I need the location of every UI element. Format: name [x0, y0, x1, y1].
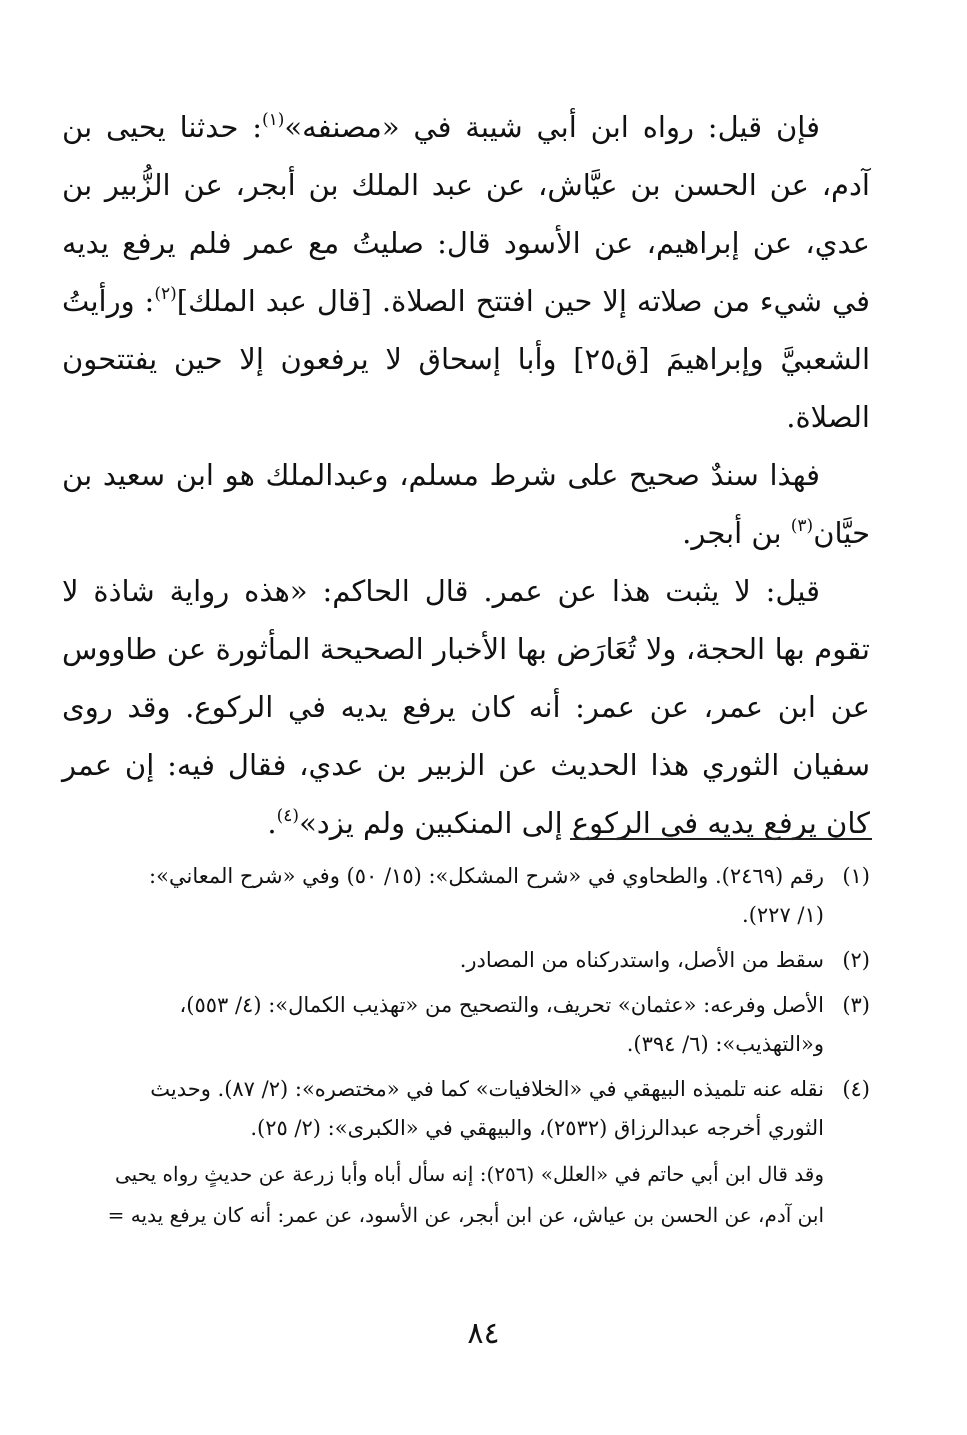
footnote-3	[62, 986, 870, 1064]
footnote-4-continuation: ابن آدم، عن الحسن بن عياش، عن ابن أبجر، عن الأسود، عن عمر: أنه كان يرفع يديه =	[107, 1203, 824, 1227]
paragraph-2	[62, 446, 870, 562]
footnote-line: الأصل وفرعه: «عثمان» تحريف، والتصحيح من «تهذيب الكمال»: (٤/ ٥٥٣)،	[179, 993, 824, 1017]
paragraph-1-text-3: : ورأيتُ الشعبيَّ وإبراهيمَ [ق٢٥] وأبا إسحاق لا يرفعون إلا حين يفتتحون الصلاة.	[62, 284, 870, 434]
footnote-ref-1: (١)	[262, 110, 285, 130]
footnote-line: نقله عنه تلميذه البيهقي في «الخلافيات» كما في «مختصره»: (٢/ ٨٧). وحديث	[150, 1077, 824, 1101]
footnote-ref-2: (٢)	[154, 284, 177, 304]
paragraph-1-text-2: : حدثنا يحيى بن آدم، عن الحسن بن عيَّاش، عن عبد الملك بن أبجر، عن الزُّبير بن عدي، عن إبراهيم، عن الأسود قال: صليتُ مع عمر فلم يرفع يديه في شيء من صلاته إلا حين افتتح الصلاة. [قال عبد الملك]	[62, 110, 870, 318]
footnote-1	[62, 857, 870, 935]
footnote-ref-3: (٣)	[790, 516, 814, 536]
footnote-text	[62, 857, 824, 935]
footnote-ref-4: (٤)	[276, 806, 300, 826]
footnote-number: (٣)	[842, 993, 870, 1017]
main-text	[62, 98, 870, 852]
footnote-number: (٤)	[842, 1077, 870, 1101]
paragraph-3-text-2: .	[267, 806, 277, 840]
footnote-line: و«التهذيب»: (٦/ ٣٩٤).	[626, 1032, 824, 1056]
paragraph-3	[62, 562, 870, 852]
paragraph-2-text-2: بن أبجر.	[682, 516, 791, 550]
page-number: ٨٤	[467, 1316, 500, 1351]
footnote-line: رقم (٢٤٦٩). والطحاوي في «شرح المشكل»: (١٥/ ٥٠) وفي «شرح المعاني»:	[149, 864, 824, 888]
footnote-line: (١/ ٢٢٧).	[742, 903, 824, 927]
footnote-4	[62, 1070, 870, 1148]
footnote-line: الثوري أخرجه عبدالرزاق (٢٥٣٢)، والبيهقي في «الكبرى»: (٢/ ٢٥).	[250, 1116, 824, 1140]
footnote-4-continuation: وقد قال ابن أبي حاتم في «العلل» (٢٥٦): إنه سأل أباه وأبا زرعة عن حديثٍ رواه يحيى	[115, 1162, 824, 1186]
footnote-separator	[570, 838, 872, 840]
footnote-2	[62, 941, 870, 980]
footnote-number: (١)	[842, 864, 870, 888]
footnote-text	[62, 1070, 824, 1148]
footnote-number: (٢)	[842, 948, 870, 972]
paragraph-1	[62, 98, 870, 446]
footnote-line: سقط من الأصل، واستدركناه من المصادر.	[459, 948, 824, 972]
paragraph-3-text: قيل: لا يثبت هذا عن عمر. قال الحاكم: «هذه رواية شاذة لا تقوم بها الحجة، ولا تُعَارَض بها الأخبار الصحيحة المأثورة عن طاووس عن ابن عمر، عن عمر: أنه كان يرفع يديه في الركوع. وقد روى سفيان الثوري هذا الحديث عن الزبير بن عدي، فقال فيه: إن عمر كان يرفع يديه في الركوع إلى المنكبين ولم يزد»	[62, 574, 870, 840]
footnotes	[62, 857, 870, 1236]
footnote-text	[62, 941, 824, 980]
footnote-text	[62, 986, 824, 1064]
paragraph-1-text: فإن قيل: رواه ابن أبي شيبة في «مصنفه»	[284, 110, 821, 144]
paragraph-2-text: فهذا سندٌ صحيح على شرط مسلم، وعبدالملك هو ابن سعيد بن حيَّان	[62, 458, 870, 550]
